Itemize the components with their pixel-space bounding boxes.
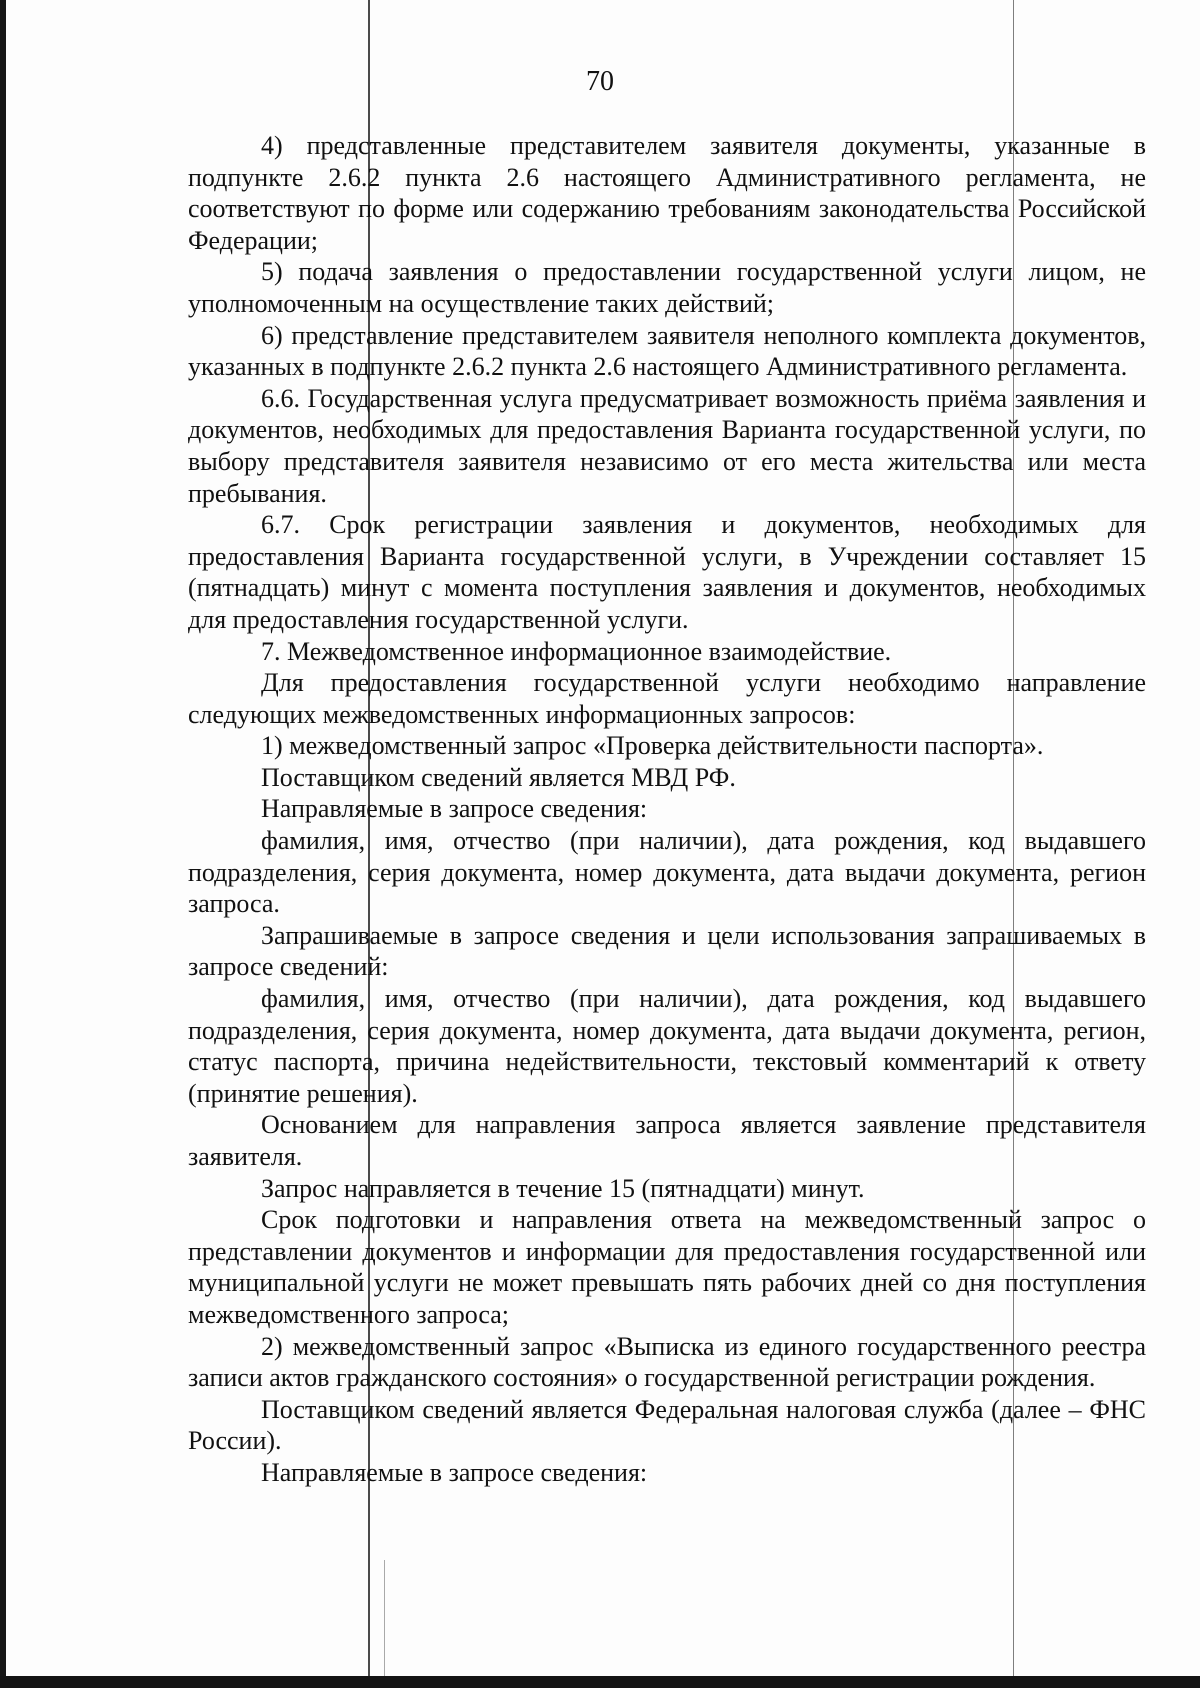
document-body	[188, 130, 1146, 1489]
paragraph: 6.6. Государственная услуга предусматривает возможность приёма заявления и документов, необходимых для предоставления Варианта государственной услуги, по выбору представителя заявителя независимо от его места жительства или места пребывания.	[188, 383, 1146, 508]
page-number: 70	[586, 66, 614, 97]
paragraph: 6) представление представителем заявителя неполного комплекта документов, указанных в подпункте 2.6.2 пункта 2.6 настоящего Административного регламента.	[188, 320, 1146, 382]
scan-bottom-edge	[0, 1676, 1200, 1688]
paragraph: 1) межведомственный запрос «Проверка действительности паспорта».	[261, 731, 1044, 761]
paragraph: фамилия, имя, отчество (при наличии), дата рождения, код выдавшего подразделения, серия документа, номер документа, дата выдачи документа, регион, статус паспорта, причина недействительности, текстовый комментарий к ответу (принятие решения).	[188, 984, 1146, 1108]
paragraph: Направляемые в запросе сведения:	[261, 1457, 648, 1487]
paragraph: 5) подача заявления о предоставлении государственной услуги лицом, не уполномоченным на осуществление таких действий;	[188, 257, 1146, 318]
paragraph: Поставщиком сведений является Федеральная налоговая служба (далее – ФНС России).	[188, 1394, 1146, 1456]
paragraph: 6.7. Срок регистрации заявления и документов, необходимых для предоставления Варианта государственной услуги, в Учреждении составляет 15 (пятнадцать) минут с момента поступления заявления и документов, необходимых для предоставления государственной услуги.	[188, 510, 1146, 634]
paragraph: Поставщиком сведений является МВД РФ.	[261, 762, 736, 792]
paragraph: Направляемые в запросе сведения:	[261, 794, 648, 824]
paragraph: фамилия, имя, отчество (при наличии), дата рождения, код выдавшего подразделения, серия документа, номер документа, дата выдачи документа, регион запроса.	[188, 826, 1146, 919]
paragraph: 7. Межведомственное информационное взаимодействие.	[261, 636, 892, 666]
paragraph: Запрашиваемые в запросе сведения и цели использования запрашиваемых в запросе сведений:	[188, 920, 1146, 982]
paragraph: Для предоставления государственной услуги необходимо направление следующих межведомственных информационных запросов:	[188, 668, 1146, 729]
paragraph: Основанием для направления запроса является заявление представителя заявителя.	[188, 1110, 1146, 1171]
scan-left-edge	[0, 0, 6, 1688]
paragraph: Запрос направляется в течение 15 (пятнадцати) минут.	[261, 1173, 865, 1203]
paragraph: Срок подготовки и направления ответа на межведомственный запрос о представлении документов и информации для предоставления государственной или муниципальной услуги не может превышать пять рабочих дней со дня поступления межведомственного запроса;	[188, 1205, 1146, 1329]
paragraph: 2) межведомственный запрос «Выписка из единого государственного реестра записи актов гражданского состояния» о государственной регистрации рождения.	[188, 1331, 1146, 1393]
scan-fold-line-bottom	[384, 1560, 385, 1688]
paragraph: 4) представленные представителем заявителя документы, указанные в подпункте 2.6.2 пункта 2.6 настоящего Административного регламента, не соответствуют по форме или содержанию требованиям законодательства Российской Федерации;	[188, 131, 1146, 255]
